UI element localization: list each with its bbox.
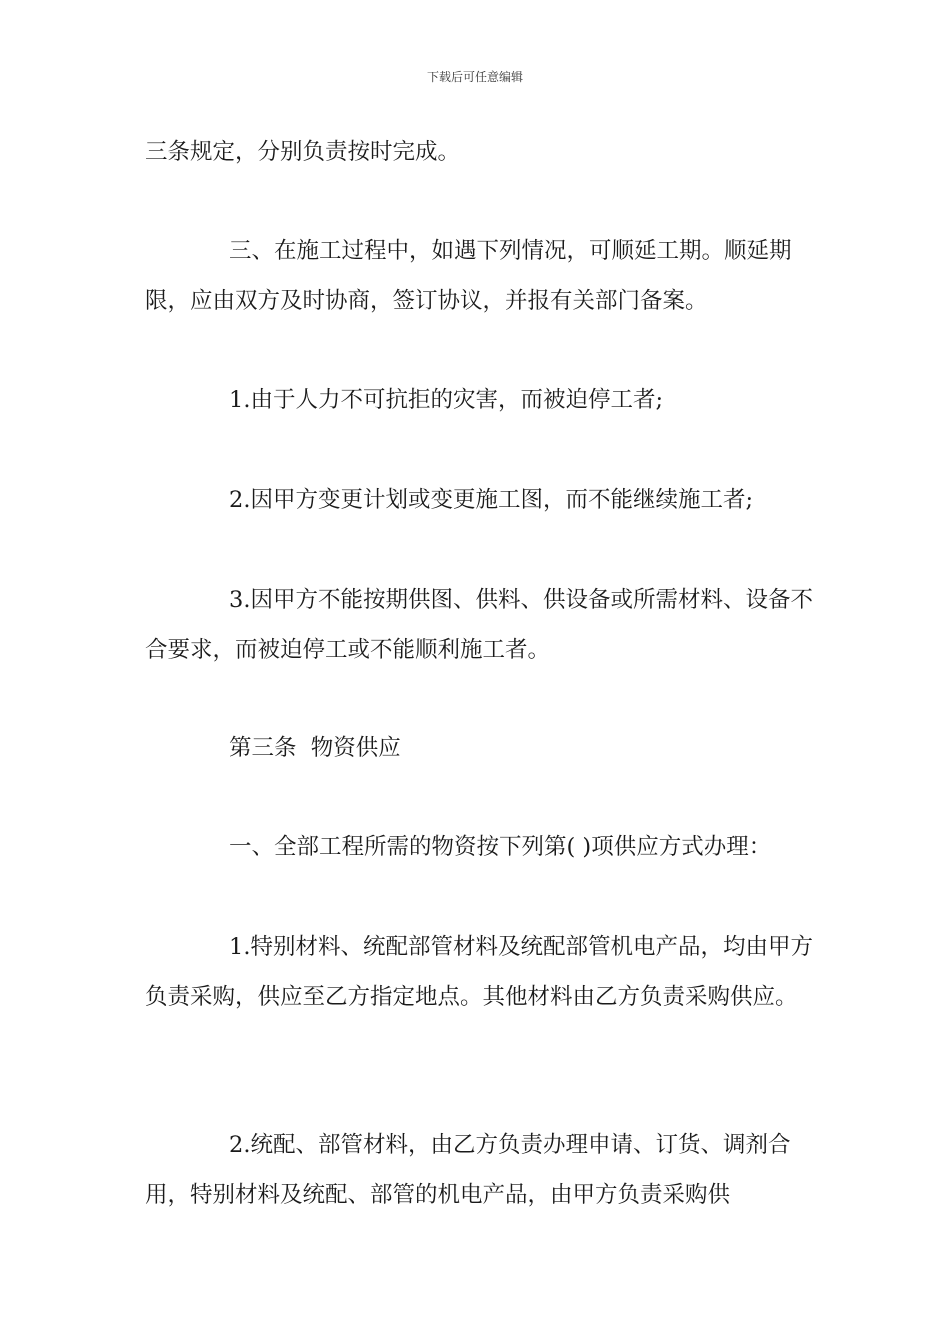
paragraph-supply-item-1: 1.特别材料、统配部管材料及统配部管机电产品，均由甲方负责采购，供应至乙方指定地点。其他材料由乙方负责采购供应。 [145, 934, 813, 1010]
paragraph-continuation: 三条规定，分别负责按时完成。 [145, 139, 461, 165]
paragraph-item-1: 1.由于人力不可抗拒的灾害，而被迫停工者; [229, 387, 664, 413]
paragraph-item-3: 3.因甲方不能按期供图、供料、供设备或所需材料、设备不合要求，而被迫停工或不能顺利施工者。 [145, 587, 813, 663]
paragraph-clause-three: 三、在施工过程中，如遇下列情况，可顺延工期。顺延期限，应由双方及时协商，签订协议，并报有关部门备案。 [145, 238, 792, 314]
paragraph-item-2: 2.因甲方变更计划或变更施工图，而不能继续施工者; [229, 487, 754, 513]
section-heading: 第三条 物资供应 [229, 735, 401, 761]
page-header: 下载后可任意编辑 [426, 70, 523, 84]
paragraph-supply-item-2: 2.统配、部管材料，由乙方负责办理申请、订货、调剂合用，特别材料及统配、部管的机电产品，由甲方负责采购供 [145, 1132, 791, 1208]
paragraph-supply-intro: 一、全部工程所需的物资按下列第( )项供应方式办理： [229, 834, 772, 860]
